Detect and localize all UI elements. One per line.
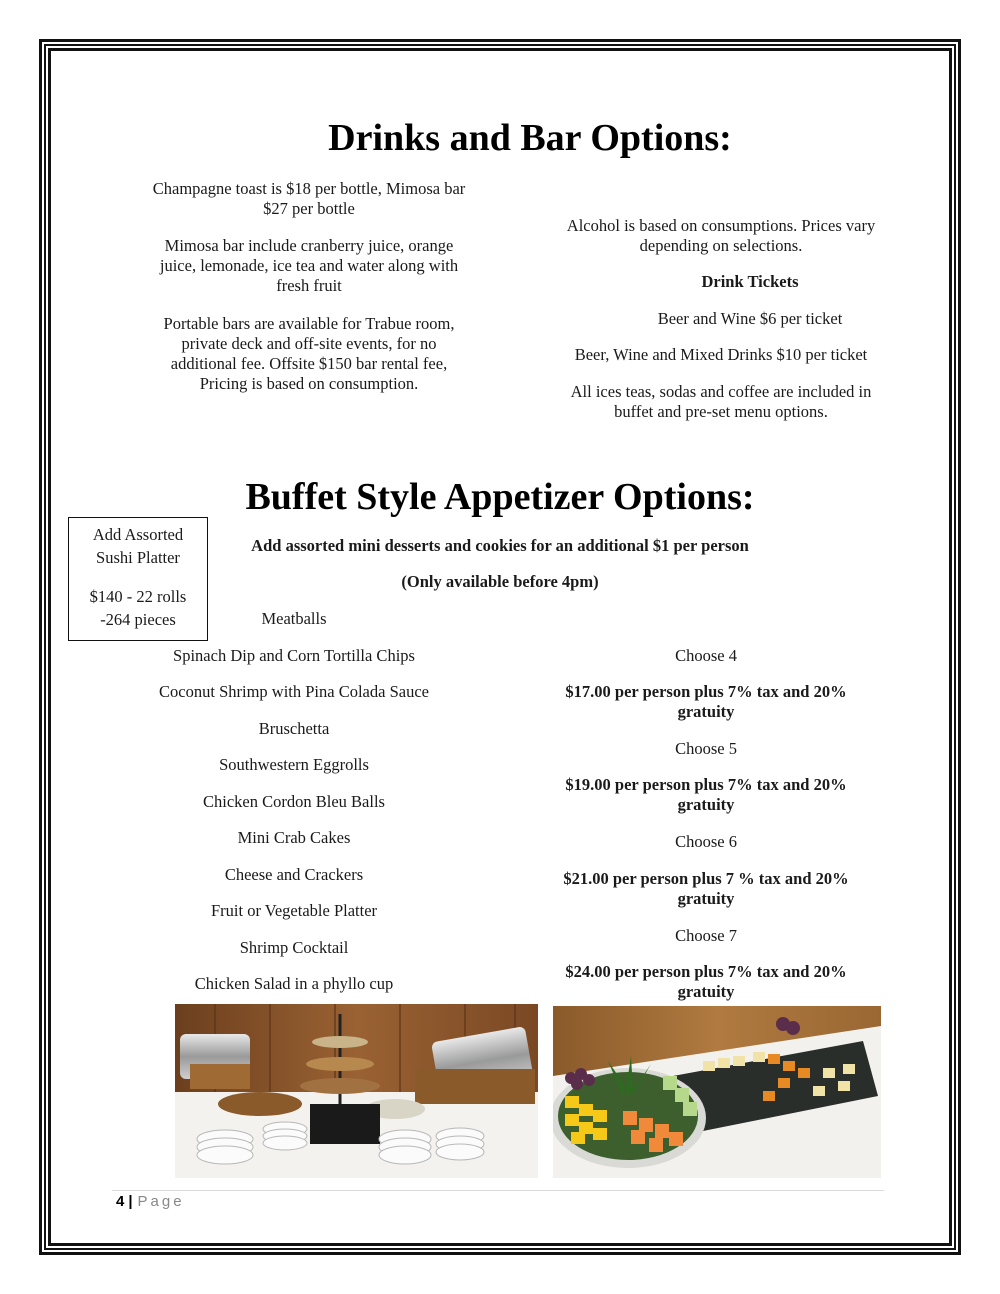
choose-5-label: Choose 5	[675, 739, 737, 758]
page-footer	[116, 1193, 185, 1210]
page-label: Page	[137, 1193, 185, 1210]
footer-divider	[112, 1190, 884, 1191]
drink-tickets-heading: Drink Tickets	[701, 272, 799, 291]
appetizer-item: Meatballs	[261, 609, 327, 628]
choose-6-price: $21.00 per person plus 7 % tax and 20% gratuity	[563, 869, 849, 908]
page-number: 4	[116, 1193, 125, 1210]
choose-6-label: Choose 6	[675, 832, 737, 851]
choose-5-price: $19.00 per person plus 7% tax and 20% gratuity	[565, 775, 847, 814]
footer-separator: |	[128, 1193, 133, 1210]
champagne-note: Champagne toast is $18 per bottle, Mimosa bar $27 per bottle	[152, 179, 466, 218]
appetizer-item: Coconut Shrimp with Pina Colada Sauce	[159, 682, 429, 701]
appetizer-item: Chicken Salad in a phyllo cup	[194, 974, 394, 993]
appetizer-item: Shrimp Cocktail	[239, 938, 349, 957]
appetizer-item: Spinach Dip and Corn Tortilla Chips	[173, 646, 415, 665]
appetizer-item: Bruschetta	[258, 719, 330, 738]
choose-7-label: Choose 7	[675, 926, 737, 945]
ticket-mixed-drinks: Beer, Wine and Mixed Drinks $10 per ticket	[574, 345, 868, 364]
choose-4-price: $17.00 per person plus 7% tax and 20% gratuity	[565, 682, 847, 721]
availability-note: (Only available before 4pm)	[401, 572, 599, 591]
appetizer-item: Chicken Cordon Bleu Balls	[203, 792, 385, 811]
mimosa-bar-note: Mimosa bar include cranberry juice, orange juice, lemonade, ice tea and water along with fresh fruit	[159, 236, 459, 295]
drinks-title: Drinks and Bar Options:	[328, 117, 732, 159]
desserts-note: Add assorted mini desserts and cookies for an additional $1 per person	[251, 536, 749, 555]
sushi-line-4: -264 pieces	[100, 610, 176, 629]
included-beverages-note: All ices teas, sodas and coffee are included in buffet and pre-set menu options.	[570, 382, 872, 421]
sushi-line-1: Add Assorted	[92, 525, 184, 544]
alcohol-pricing-note: Alcohol is based on consumptions. Prices vary depending on selections.	[566, 216, 876, 255]
ticket-beer-wine: Beer and Wine $6 per ticket	[657, 309, 843, 328]
choose-7-price: $24.00 per person plus 7% tax and 20% gratuity	[565, 962, 847, 1001]
sushi-line-2: Sushi Platter	[96, 548, 180, 567]
sushi-line-3: $140 - 22 rolls	[89, 587, 187, 606]
appetizer-item: Cheese and Crackers	[224, 865, 364, 884]
appetizer-item: Southwestern Eggrolls	[219, 755, 369, 774]
portable-bars-note: Portable bars are available for Trabue room, private deck and off-site events, for no additional fee. Offsite $150 bar rental fee, Pricing is based on consumption.	[163, 314, 455, 393]
buffet-table-photo	[175, 1004, 538, 1178]
buffet-title: Buffet Style Appetizer Options:	[245, 476, 755, 518]
sushi-platter-box	[68, 517, 208, 641]
choose-4-label: Choose 4	[675, 646, 737, 665]
fruit-cheese-platter-photo	[553, 1006, 881, 1178]
appetizer-item: Fruit or Vegetable Platter	[210, 901, 378, 920]
appetizer-item: Mini Crab Cakes	[237, 828, 351, 847]
